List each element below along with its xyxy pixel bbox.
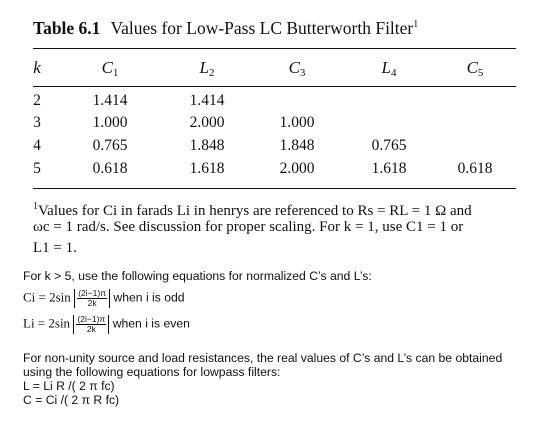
table-cell: 0.618 (92, 160, 128, 177)
equation-l-fraction (73, 315, 109, 334)
equation-l (23, 315, 190, 334)
table-cell: 3 (33, 114, 41, 131)
scaling-line-1: For non-unity source and load resistances, the real values of C’s and L’s can be obtained (23, 351, 503, 365)
column-header-2 (200, 58, 215, 79)
table-cell: 1.848 (279, 137, 315, 154)
equation-c-fraction (74, 289, 110, 308)
table-number: Table 6.1 (33, 18, 101, 38)
column-header-0 (33, 58, 41, 78)
table-cell: 1.000 (279, 114, 315, 131)
table-title (33, 18, 418, 39)
table-top-rule (33, 48, 516, 49)
footnote-line-3: L1 = 1. (33, 240, 77, 256)
column-header-subscript: 3 (299, 67, 306, 79)
equation-l-numerator: (2i−1)π (77, 314, 106, 324)
equation-c-condition: when i is odd (113, 290, 185, 305)
equation-c (23, 289, 185, 308)
table-cell: 0.765 (371, 137, 407, 154)
table-cell: 0.765 (92, 137, 128, 154)
table-header-rule (33, 86, 516, 87)
table-cell: 4 (33, 137, 41, 154)
table-cell: 1.618 (371, 160, 407, 177)
footnote-text-1: Values for Ci in farads Li in henrys are referenced to Rs = RL = 1 Ω and (38, 203, 472, 219)
table-cell: 5 (33, 160, 41, 177)
column-header-main: C (288, 58, 300, 77)
table-cell: 1.618 (189, 160, 225, 177)
equation-c-numerator: (2i−1)π (78, 288, 107, 298)
column-header-subscript: 5 (477, 67, 484, 79)
column-header-1 (102, 58, 119, 79)
table-cell: 1.000 (92, 114, 128, 131)
scaling-line-2: using the following equations for lowpass filters: (23, 365, 281, 379)
table-bottom-rule (33, 188, 516, 189)
table-cell: 0.618 (457, 160, 493, 177)
equations-intro: For k > 5, use the following equations for normalized C’s and L’s: (23, 269, 372, 283)
column-header-subscript: 4 (390, 67, 397, 79)
column-header-3 (289, 58, 306, 79)
footnote-marker: 1 (33, 201, 38, 212)
column-header-main: C (466, 58, 478, 77)
table-cell: 1.414 (92, 92, 128, 109)
column-header-subscript: 1 (112, 67, 119, 79)
table-cell: 2 (33, 92, 41, 109)
equation-c-denominator: 2k (87, 298, 97, 308)
table-cell: 1.848 (189, 137, 225, 154)
column-header-main: L (199, 58, 209, 77)
scaling-formula-l: L = Li R /( 2 π fc) (23, 379, 115, 393)
equation-l-lhs: Li = 2sin (23, 315, 71, 331)
table-cell: 2.000 (279, 160, 315, 177)
column-header-subscript: 2 (208, 67, 215, 79)
footnote-line-2: ωc = 1 rad/s. See discussion for proper scaling. For k = 1, use C1 = 1 or (33, 219, 464, 235)
equation-l-denominator: 2k (86, 324, 96, 334)
column-header-main: L (381, 58, 391, 77)
column-header-5 (467, 58, 484, 79)
column-header-4 (382, 58, 397, 79)
column-header-main: C (101, 58, 113, 77)
table-title-text: Values for Low-Pass LC Butterworth Filter (110, 18, 414, 38)
equation-l-condition: when i is even (112, 316, 190, 331)
scaling-formula-c: C = Ci /( 2 π R fc) (23, 393, 120, 407)
column-header-main: k (33, 58, 41, 77)
title-footnote-marker: 1 (413, 19, 419, 31)
table-cell: 1.414 (189, 92, 225, 109)
equation-c-lhs: Ci = 2sin (23, 289, 71, 305)
table-cell: 2.000 (189, 114, 225, 131)
